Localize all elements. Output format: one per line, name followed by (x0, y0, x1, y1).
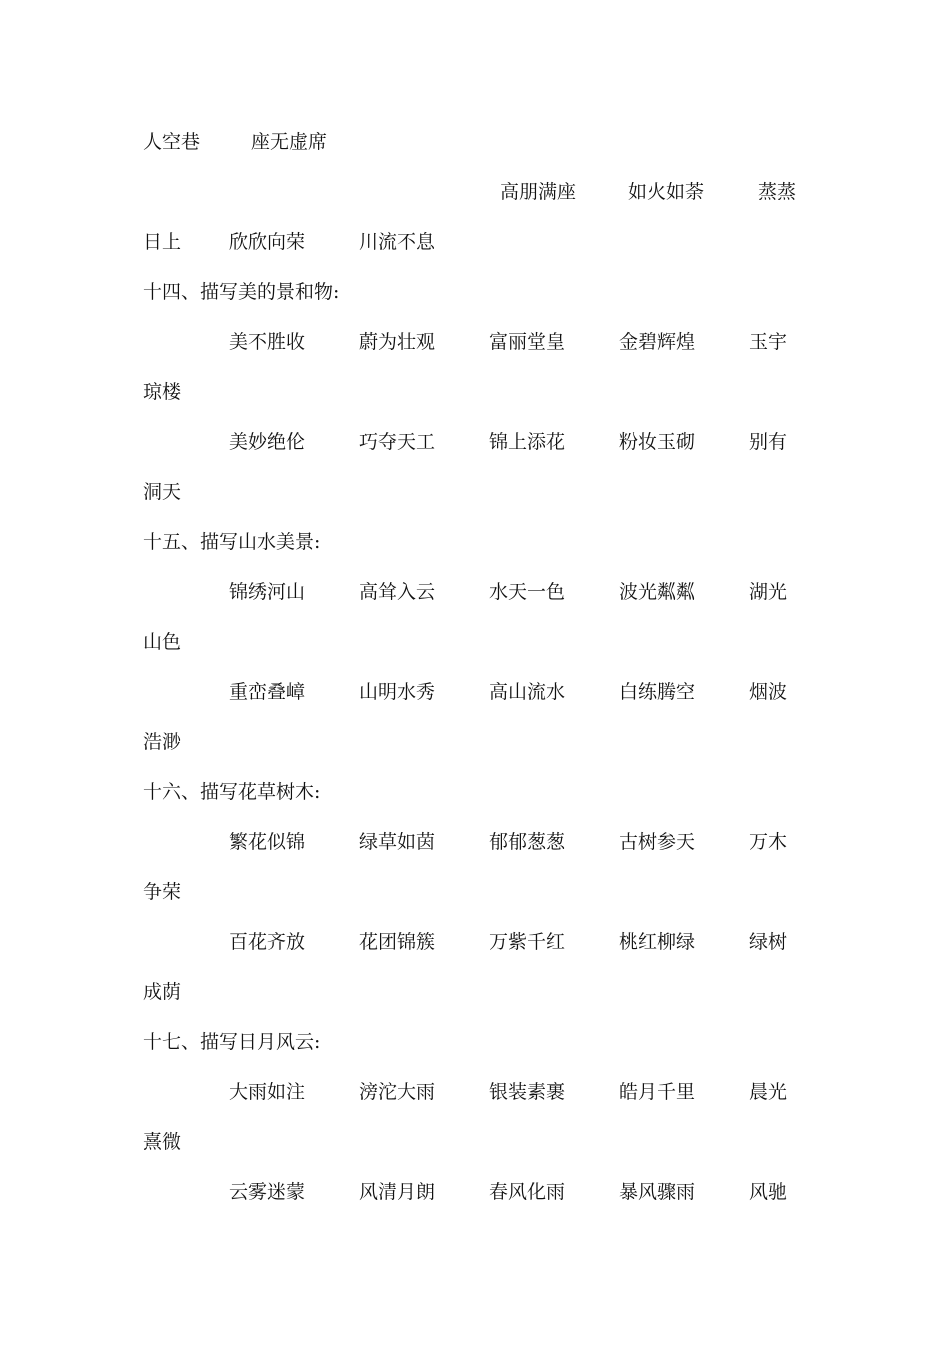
idiom: 波光粼粼 (619, 581, 696, 603)
idiom: 晨光 (749, 1081, 788, 1103)
section-heading (0, 777, 950, 807)
idiom: 春风化雨 (489, 1181, 566, 1203)
idiom: 锦上添花 (489, 431, 566, 453)
text-line (0, 227, 950, 257)
idiom: 桃红柳绿 (619, 931, 696, 953)
idiom: 美妙绝伦 (229, 431, 306, 453)
idiom: 绿树 (749, 931, 788, 953)
section-heading (0, 1027, 950, 1057)
idiom: 日上 (143, 231, 182, 253)
text-line (0, 677, 950, 707)
idiom: 万紫千红 (489, 931, 566, 953)
idiom: 烟波 (749, 681, 788, 703)
idiom: 云雾迷蒙 (229, 1181, 306, 1203)
text-line (0, 627, 950, 657)
text-line (0, 1077, 950, 1107)
idiom: 万木 (749, 831, 788, 853)
idiom: 蒸蒸 (758, 181, 797, 203)
idiom: 郁郁葱葱 (489, 831, 566, 853)
section-heading (0, 277, 950, 307)
idiom: 高耸入云 (359, 581, 436, 603)
idiom: 山明水秀 (359, 681, 436, 703)
idiom: 美不胜收 (229, 331, 306, 353)
idiom: 暴风骤雨 (619, 1181, 696, 1203)
idiom: 湖光 (749, 581, 788, 603)
idiom: 高山流水 (489, 681, 566, 703)
idiom: 绿草如茵 (359, 831, 436, 853)
idiom: 琼楼 (143, 381, 182, 403)
idiom: 银装素裹 (489, 1081, 566, 1103)
section-heading-text: 十五、描写山水美景: (143, 531, 321, 553)
text-line (0, 977, 950, 1007)
idiom: 水天一色 (489, 581, 566, 603)
idiom: 锦绣河山 (229, 581, 306, 603)
section-heading (0, 527, 950, 557)
idiom: 人空巷 (143, 131, 201, 153)
idiom: 古树参天 (619, 831, 696, 853)
text-line (0, 1127, 950, 1157)
idiom: 如火如荼 (628, 181, 705, 203)
idiom: 富丽堂皇 (489, 331, 566, 353)
idiom: 川流不息 (359, 231, 436, 253)
idiom: 高朋满座 (500, 181, 577, 203)
text-line (0, 927, 950, 957)
idiom: 百花齐放 (229, 931, 306, 953)
idiom: 欣欣向荣 (229, 231, 306, 253)
text-line (0, 1177, 950, 1207)
idiom: 争荣 (143, 881, 182, 903)
idiom: 风清月朗 (359, 1181, 436, 1203)
idiom: 巧夺天工 (359, 431, 436, 453)
text-line (0, 577, 950, 607)
section-heading-text: 十七、描写日月风云: (143, 1031, 321, 1053)
idiom: 重峦叠嶂 (229, 681, 306, 703)
text-line (0, 477, 950, 507)
text-line (0, 727, 950, 757)
idiom: 洞天 (143, 481, 182, 503)
idiom: 繁花似锦 (229, 831, 306, 853)
idiom: 皓月千里 (619, 1081, 696, 1103)
section-heading-text: 十四、描写美的景和物: (143, 281, 340, 303)
section-heading-text: 十六、描写花草树木: (143, 781, 321, 803)
text-line (0, 827, 950, 857)
text-line (0, 377, 950, 407)
idiom: 金碧辉煌 (619, 331, 696, 353)
idiom: 花团锦簇 (359, 931, 436, 953)
idiom: 蔚为壮观 (359, 331, 436, 353)
idiom: 座无虚席 (251, 131, 328, 153)
idiom: 成荫 (143, 981, 182, 1003)
idiom: 玉宇 (749, 331, 788, 353)
text-line (0, 127, 950, 157)
idiom: 浩渺 (143, 731, 182, 753)
idiom: 白练腾空 (619, 681, 696, 703)
text-line (0, 877, 950, 907)
idiom: 滂沱大雨 (359, 1081, 436, 1103)
text-line (0, 427, 950, 457)
text-line (0, 177, 950, 207)
idiom: 粉妆玉砌 (619, 431, 696, 453)
idiom: 山色 (143, 631, 182, 653)
idiom: 熹微 (143, 1131, 182, 1153)
idiom: 别有 (749, 431, 788, 453)
idiom: 大雨如注 (229, 1081, 306, 1103)
text-line (0, 327, 950, 357)
idiom: 风驰 (749, 1181, 788, 1203)
